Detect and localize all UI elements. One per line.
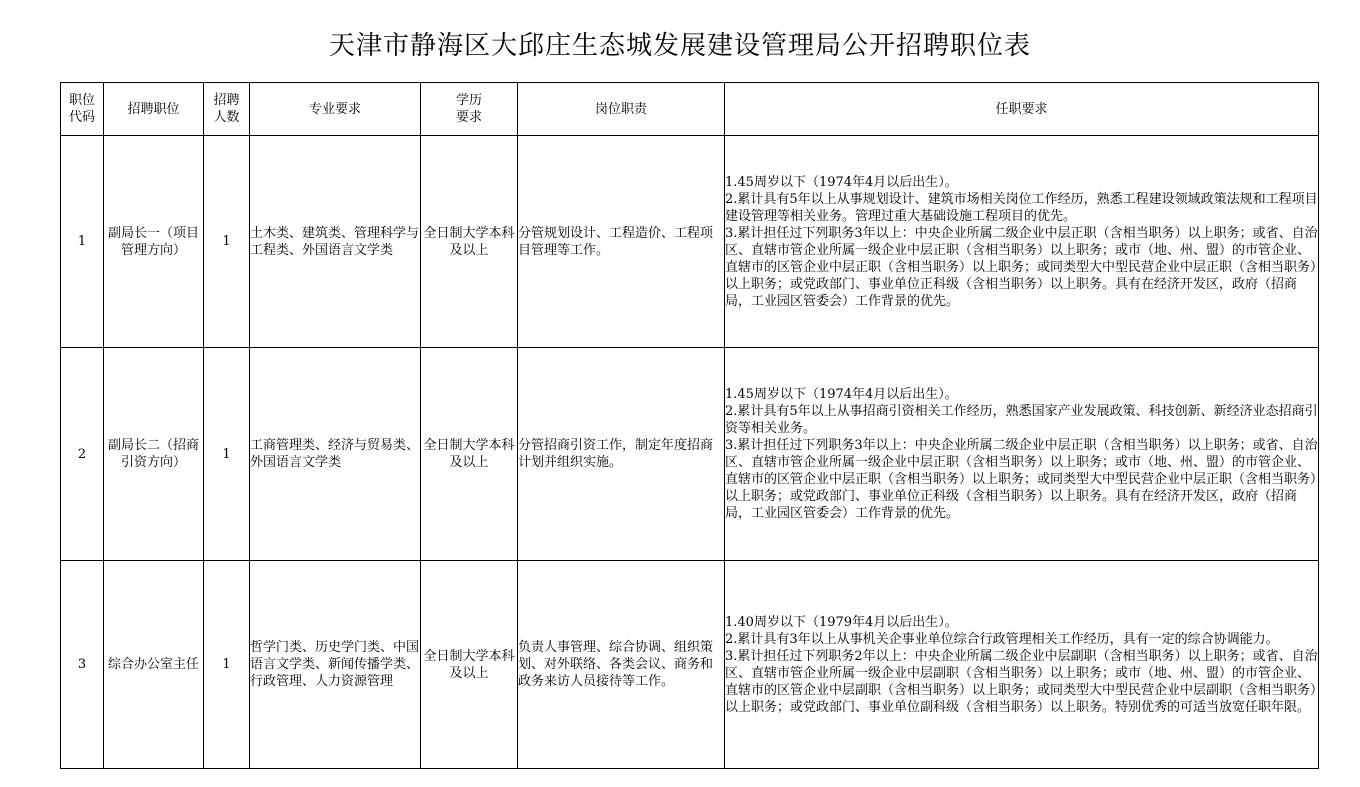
cell-requirements [725,561,1319,769]
cell-education: 全日制大学本科及以上 [421,348,518,561]
cell-position: 综合办公室主任 [104,561,204,769]
cell-education: 全日制大学本科及以上 [421,136,518,348]
header-major: 专业要求 [250,83,421,136]
cell-position: 副局长一（项目管理方向） [104,136,204,348]
cell-code: 1 [61,136,104,348]
header-education: 学历 要求 [421,83,518,136]
requirement-line: 1.40周岁以下（1979年4月以后出生）。 [725,614,958,630]
cell-position: 副局长二（招商引资方向） [104,348,204,561]
cell-code: 2 [61,348,104,561]
header-position-name: 招聘职位 [104,83,204,136]
cell-duty: 分管规划设计、工程造价、工程项目管理等工作。 [518,136,725,348]
requirement-line: 3.累计担任过下列职务2年以上：中央企业所属二级企业中层副职（含相当职务）以上职务；或省、自治区、直辖市管企业所属一级企业中层副职（含相当职务）以上职务；或市（地、州、盟）的市管企业、直辖市的区管企业中层副职（含相当职务）以上职务；或同类型大中型民营企业中层副职（含相当职务）以上职务；或党政部门、事业单位副科级（含相当职务）以上职务。特别优秀的可适当放宽任职年限。 [725,648,1318,715]
cell-count: 1 [204,348,250,561]
header-position-code: 职位 代码 [61,83,104,136]
cell-requirements [725,136,1319,348]
document-title: 天津市静海区大邱庄生态城发展建设管理局公开招聘职位表 [328,31,1031,61]
cell-major: 哲学门类、历史学门类、中国语言文学类、新闻传播学类、行政管理、人力资源管理 [250,561,421,769]
cell-education: 全日制大学本科及以上 [421,561,518,769]
requirement-line: 3.累计担任过下列职务3年以上：中央企业所属二级企业中层正职（含相当职务）以上职务；或省、自治区、直辖市管企业所属一级企业中层正职（含相当职务）以上职务；或市（地、州、盟）的市管企业、直辖市的区管企业中层正职（含相当职务）以上职务；或同类型大中型民营企业中层正职（含相当职务）以上职务；或党政部门、事业单位正科级（含相当职务）以上职务。具有在经济开发区，政府（招商局，工业园区管委会）工作背景的优先。 [725,225,1318,309]
requirement-line: 1.45周岁以下（1974年4月以后出生）。 [725,387,958,402]
cell-major: 土木类、建筑类、管理科学与工程类、外国语言文学类 [250,136,421,348]
header-hire-count: 招聘 人数 [204,83,250,136]
table-header-row [61,83,1319,136]
requirement-line: 1.45周岁以下（1974年4月以后出生）。 [725,174,958,190]
requirement-line: 2.累计具有3年以上从事机关企事业单位综合行政管理相关工作经历，具有一定的综合协调能力。 [725,631,1279,647]
header-duty: 岗位职责 [518,83,725,136]
table-row [61,136,1319,348]
cell-major: 工商管理类、经济与贸易类、外国语言文学类 [250,348,421,561]
cell-count: 1 [204,561,250,769]
cell-requirements [725,348,1319,561]
cell-code: 3 [61,561,104,769]
requirement-line: 2.累计具有5年以上从事规划设计、建筑市场相关岗位工作经历，熟悉工程建设领域政策法规和工程项目建设管理等相关业务。管理过重大基础设施工程项目的优先。 [725,191,1318,224]
requirement-line: 3.累计担任过下列职务3年以上：中央企业所属二级企业中层正职（含相当职务）以上职务；或省、自治区、直辖市管企业所属一级企业中层正职（含相当职务）以上职务；或市（地、州、盟）的市管企业、直辖市的区管企业中层正职（含相当职务）以上职务；或同类型大中型民营企业中层正职（含相当职务）以上职务；或党政部门、事业单位正科级（含相当职务）以上职务。具有在经济开发区，政府（招商局，工业园区管委会）工作背景的优先。 [725,438,1318,521]
header-requirements: 任职要求 [725,83,1319,136]
positions-table [60,82,1319,769]
requirement-line: 2.累计具有5年以上从事招商引资相关工作经历，熟悉国家产业发展政策、科技创新、新经济业态招商引资等相关业务。 [725,404,1318,436]
cell-duty: 负责人事管理、综合协调、组织策划、对外联络、各类会议、商务和政务来访人员接待等工作。 [518,561,725,769]
table-row [61,348,1319,561]
table-row [61,561,1319,769]
cell-duty: 分管招商引资工作，制定年度招商计划并组织实施。 [518,348,725,561]
cell-count: 1 [204,136,250,348]
